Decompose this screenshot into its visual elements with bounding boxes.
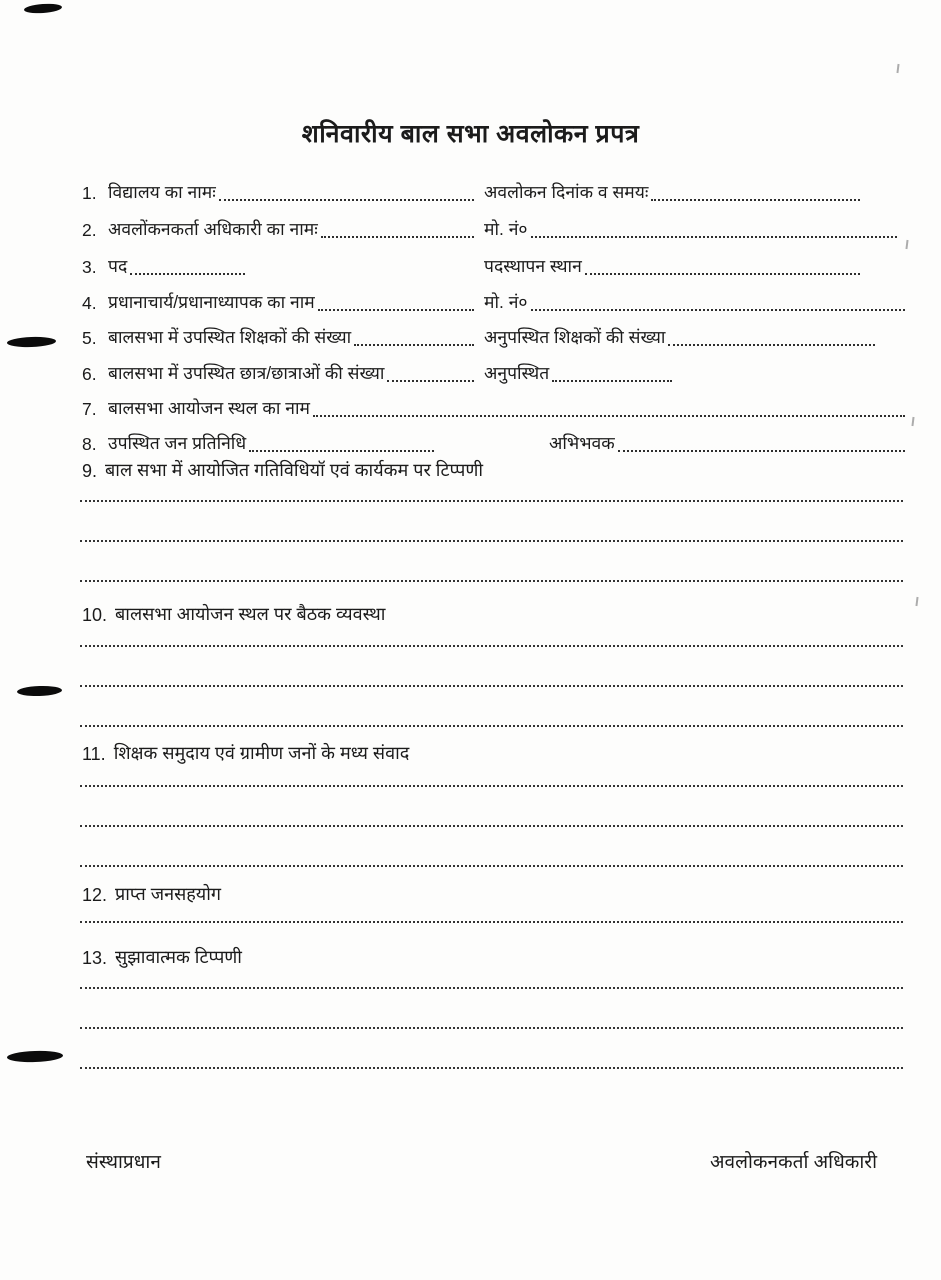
field-number: 6. — [82, 364, 97, 384]
dotted-fill — [318, 309, 474, 311]
field-row-8 — [0, 427, 941, 455]
section-title: शिक्षक समुदाय एवं ग्रामीण जनों के मध्य संवाद — [113, 743, 410, 763]
field-label: मो. नं० — [484, 292, 528, 312]
field-row-7 — [0, 392, 941, 420]
form-title: शनिवारीय बाल सभा अवलोकन प्रपत्र — [301, 120, 640, 148]
field-number: 2. — [82, 220, 97, 240]
edge-tick-mark — [905, 240, 908, 249]
dotted-fill — [531, 309, 905, 311]
field-number: 1. — [82, 183, 97, 203]
dotted-fill — [249, 450, 434, 452]
section-title: बाल सभा में आयोजित गतिविधियॉ एवं कार्यकम पर टिप्पणी — [105, 460, 483, 480]
section-title: प्राप्त जनसहयोग — [115, 884, 222, 904]
field-posting-place — [484, 254, 905, 278]
section-title: बालसभा आयोजन स्थल पर बैठक व्यवस्था — [115, 604, 386, 624]
section-heading-10 — [0, 598, 941, 626]
dotted-fill — [531, 236, 897, 238]
edge-tick-mark — [896, 64, 899, 73]
field-number: 8. — [82, 434, 97, 454]
field-observer-name — [82, 217, 474, 241]
field-number: 7. — [82, 399, 97, 419]
blank-line — [80, 785, 903, 825]
section-heading-11 — [0, 737, 941, 765]
write-in-area-13 — [80, 987, 903, 1107]
field-number: 5. — [82, 328, 97, 348]
blank-line — [80, 500, 903, 540]
dotted-fill — [387, 380, 474, 382]
field-label: अवलोंकनकर्ता अधिकारी का नामः — [108, 219, 318, 239]
field-teachers-absent — [484, 325, 905, 349]
field-number: 4. — [82, 293, 97, 313]
field-teachers-present — [82, 325, 474, 349]
field-label: अनुपस्थित — [484, 363, 550, 383]
field-label: बालसभा में उपस्थित शिक्षकों की संख्या — [108, 327, 352, 347]
blank-line — [80, 987, 903, 1027]
field-observation-datetime — [484, 180, 905, 204]
field-number: 3. — [82, 257, 97, 277]
blank-line — [80, 645, 903, 685]
footer — [0, 1148, 941, 1174]
section-number: 11. — [82, 744, 106, 764]
field-label: पदस्थापन स्थान — [484, 256, 582, 276]
dotted-fill — [219, 199, 474, 201]
field-label: बालसभा में उपस्थित छात्र/छात्राओं की संख्या — [108, 363, 385, 383]
dotted-fill — [651, 199, 860, 201]
dotted-fill — [552, 380, 672, 382]
field-principal-name — [82, 290, 474, 314]
field-row-3 — [0, 250, 941, 278]
field-row-5 — [0, 321, 941, 349]
field-venue-name — [82, 396, 905, 420]
field-students-absent — [484, 361, 905, 385]
dotted-fill — [618, 450, 905, 452]
punch-hole-mark — [17, 685, 62, 697]
section-number: 10. — [82, 605, 108, 625]
field-row-6 — [0, 357, 941, 385]
section-number: 12. — [82, 885, 108, 905]
signature-institution-head: संस्थाप्रधान — [86, 1152, 161, 1173]
field-label: प्रधानाचार्य/प्रधानाध्यापक का नाम — [108, 292, 315, 312]
field-label: अवलोकन दिनांक व समयः — [484, 182, 649, 202]
section-heading-13 — [0, 941, 941, 969]
field-mobile-number-2 — [484, 290, 905, 314]
field-row-4 — [0, 286, 941, 314]
field-designation — [82, 254, 474, 278]
punch-hole-mark — [24, 3, 63, 15]
punch-hole-mark — [7, 1050, 63, 1063]
field-row-1 — [0, 176, 941, 204]
field-students-present — [82, 361, 474, 385]
section-number: 9. — [82, 461, 98, 481]
section-heading-12 — [0, 878, 941, 906]
field-label: विद्यालय का नामः — [108, 182, 216, 202]
field-label: पद — [108, 256, 128, 276]
blank-line — [80, 540, 903, 580]
field-mobile-number — [484, 217, 905, 241]
blank-line — [80, 825, 903, 865]
field-label: अभिभवक — [549, 433, 615, 453]
dotted-fill — [130, 273, 245, 275]
blank-line — [80, 685, 903, 725]
dotted-fill — [313, 415, 905, 417]
field-label: उपस्थित जन प्रतिनिधि — [108, 433, 247, 453]
field-guardians — [549, 431, 905, 455]
dotted-fill — [668, 344, 875, 346]
dotted-fill — [585, 273, 860, 275]
field-school-name — [82, 180, 474, 204]
section-title: सुझावात्मक टिप्पणी — [115, 947, 242, 967]
section-number: 13. — [82, 948, 108, 968]
field-label: बालसभा आयोजन स्थल का नाम — [108, 398, 310, 418]
field-label: मो. नं० — [484, 219, 528, 239]
blank-line — [80, 1027, 903, 1067]
section-heading-9 — [0, 454, 941, 482]
field-public-representatives — [82, 431, 474, 455]
signature-observer-officer: अवलोकनकर्ता अधिकारी — [710, 1152, 877, 1173]
dotted-fill — [354, 344, 474, 346]
field-label: अनुपस्थित शिक्षकों की संख्या — [484, 327, 666, 347]
dotted-fill — [321, 236, 474, 238]
blank-line — [80, 1067, 903, 1107]
field-row-2 — [0, 213, 941, 241]
